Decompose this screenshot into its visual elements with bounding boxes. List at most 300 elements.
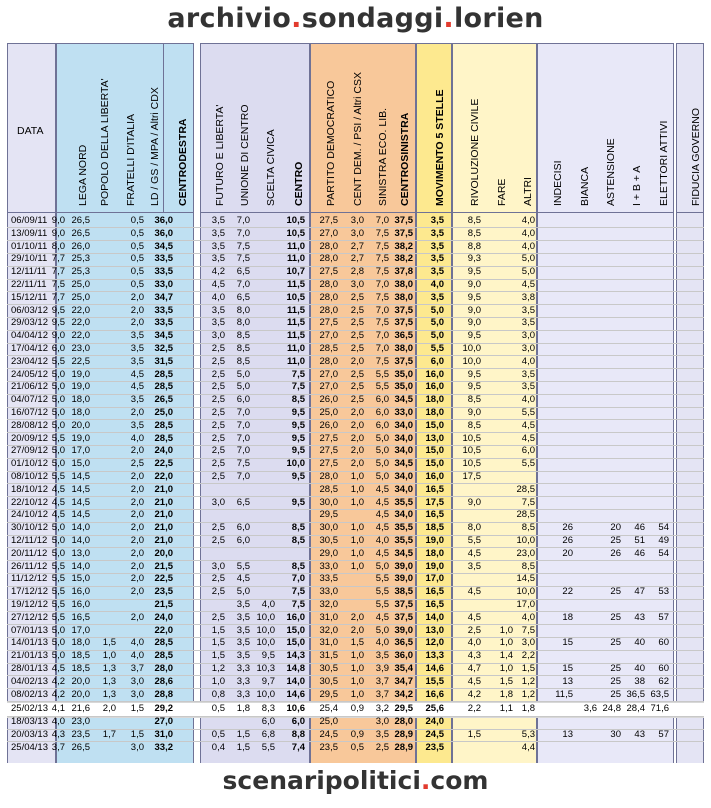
row-value: 33,5 bbox=[154, 253, 173, 265]
row-value: 33,5 bbox=[154, 304, 173, 316]
row-value: 3,5 bbox=[521, 381, 535, 393]
row-value: 4,5 bbox=[521, 419, 535, 431]
row-value: 1,5 bbox=[102, 637, 116, 649]
row-value: 10,5 bbox=[286, 227, 305, 239]
row-value: 3,5 bbox=[467, 560, 481, 572]
row-value: 1,0 bbox=[499, 663, 513, 674]
row-value: 9,0 bbox=[467, 407, 481, 418]
row-value: 25 bbox=[610, 586, 621, 598]
row-value: 3,0 bbox=[211, 560, 225, 572]
row-value: 4,5 bbox=[521, 279, 535, 290]
row-value: 4,0 bbox=[521, 611, 535, 623]
row-value: 8,5 bbox=[291, 535, 305, 546]
row-value: 28,5 bbox=[154, 381, 173, 393]
row-value: 3,0 bbox=[211, 330, 225, 342]
row-date: 22/11/11 bbox=[11, 279, 47, 290]
table-row bbox=[7, 716, 704, 728]
row-value: 3,6 bbox=[583, 703, 597, 715]
row-value: 34,0 bbox=[394, 471, 413, 482]
row-value: 3,5 bbox=[211, 304, 225, 316]
row-value: 5,5 bbox=[521, 407, 535, 418]
row-value: 2,2 bbox=[467, 703, 481, 715]
row-value: 2,5 bbox=[211, 355, 225, 367]
row-value: 2,0 bbox=[350, 624, 364, 636]
row-value: 2,0 bbox=[350, 432, 364, 444]
row-value: 6,0 bbox=[430, 355, 444, 367]
row-value: 16,6 bbox=[425, 688, 444, 700]
table-row bbox=[7, 292, 704, 304]
row-value: 4,1 bbox=[51, 703, 65, 715]
row-value: 1,3 bbox=[102, 688, 116, 700]
row-value: 3,5 bbox=[430, 227, 444, 239]
header-astensione: ASTENSIONE bbox=[605, 138, 617, 206]
row-value: 3,0 bbox=[130, 688, 144, 700]
row-value: 0,5 bbox=[211, 729, 225, 740]
table-row bbox=[7, 305, 704, 317]
row-value: 3,5 bbox=[236, 599, 250, 610]
row-value: 28,0 bbox=[319, 291, 338, 303]
row-value: 4,2 bbox=[467, 688, 481, 700]
row-value: 11,5 bbox=[555, 688, 573, 700]
row-value: 4,0 bbox=[521, 394, 535, 406]
row-value: 28,5 bbox=[516, 509, 535, 521]
row-date: 04/07/12 bbox=[11, 394, 48, 406]
row-value: 11,0 bbox=[287, 343, 305, 354]
row-value: 9,5 bbox=[291, 407, 305, 418]
row-value: 49 bbox=[658, 535, 669, 546]
row-value: 3,7 bbox=[51, 741, 65, 753]
row-value: 26 bbox=[562, 522, 573, 534]
row-value: 25,0 bbox=[71, 279, 90, 290]
row-value: 3,5 bbox=[521, 317, 535, 329]
row-value: 2,5 bbox=[211, 458, 225, 470]
row-value: 39,0 bbox=[394, 560, 413, 572]
row-value: 26,5 bbox=[71, 215, 90, 226]
row-value: 4,7 bbox=[467, 663, 481, 674]
row-value: 3,5 bbox=[130, 343, 144, 354]
row-value: 54 bbox=[658, 522, 669, 534]
row-value: 6,0 bbox=[375, 407, 389, 418]
row-value: 1,0 bbox=[350, 535, 364, 546]
row-value: 51 bbox=[634, 535, 645, 546]
row-value: 8,5 bbox=[236, 355, 250, 367]
row-date: 06/03/12 bbox=[11, 304, 48, 316]
row-value: 2,5 bbox=[211, 407, 225, 418]
row-value: 38 bbox=[634, 675, 645, 687]
row-value: 0,5 bbox=[130, 279, 144, 290]
row-value: 7,5 bbox=[375, 240, 389, 252]
row-value: 19,0 bbox=[425, 560, 444, 572]
row-value: 5,5 bbox=[51, 586, 65, 598]
row-value: 14,6 bbox=[425, 663, 444, 674]
row-value: 18 bbox=[562, 611, 573, 623]
header-elettori: ELETTORI ATTIVI bbox=[658, 120, 670, 206]
row-value: 7,5 bbox=[375, 227, 389, 239]
row-value: 31,0 bbox=[154, 729, 173, 740]
row-value: 7,0 bbox=[236, 445, 250, 457]
row-value: 47 bbox=[634, 586, 645, 598]
row-value: 37,5 bbox=[394, 215, 413, 226]
row-value: 2,0 bbox=[350, 458, 364, 470]
table-row bbox=[7, 535, 704, 547]
row-value: 4,0 bbox=[521, 227, 535, 239]
table-row bbox=[7, 522, 704, 534]
row-value: 43 bbox=[634, 729, 645, 740]
row-value: 4,3 bbox=[467, 650, 481, 662]
row-value: 3,3 bbox=[236, 675, 250, 687]
row-value: 7,7 bbox=[51, 291, 65, 303]
row-date: 23/04/12 bbox=[11, 355, 48, 367]
row-value: 4,2 bbox=[211, 266, 225, 278]
row-value: 6,0 bbox=[236, 535, 250, 546]
row-value: 4,0 bbox=[430, 279, 444, 290]
row-value: 25,0 bbox=[319, 407, 338, 418]
row-value: 43 bbox=[634, 611, 645, 623]
row-value: 9,5 bbox=[51, 304, 65, 316]
row-value: 1,0 bbox=[350, 650, 364, 662]
row-value: 14,3 bbox=[286, 650, 305, 662]
row-value: 27,0 bbox=[154, 716, 173, 728]
row-value: 1,0 bbox=[211, 675, 225, 687]
row-value: 2,5 bbox=[211, 611, 225, 623]
header-bianca: BIANCA bbox=[579, 166, 591, 206]
row-value: 5,0 bbox=[375, 458, 389, 470]
row-value: 1,5 bbox=[211, 637, 225, 649]
row-value: 25 bbox=[610, 688, 621, 700]
row-value: 3,9 bbox=[375, 663, 389, 674]
row-value: 1,5 bbox=[211, 624, 225, 636]
row-value: 2,0 bbox=[130, 522, 144, 534]
row-value: 2,5 bbox=[211, 445, 225, 457]
row-value: 5,5 bbox=[51, 471, 65, 482]
row-value: 22,0 bbox=[154, 471, 173, 482]
row-value: 30,5 bbox=[319, 675, 338, 687]
row-value: 1,4 bbox=[499, 650, 513, 662]
row-value: 1,0 bbox=[350, 688, 364, 700]
row-value: 7,5 bbox=[521, 496, 535, 508]
row-date: 18/10/12 bbox=[11, 483, 48, 495]
row-value: 8,8 bbox=[467, 240, 481, 252]
row-date: 11/12/12 bbox=[11, 573, 48, 585]
row-value: 9,5 bbox=[291, 445, 305, 457]
row-value: 4,5 bbox=[51, 496, 65, 508]
row-value: 8,8 bbox=[291, 729, 305, 740]
row-value: 9,5 bbox=[291, 432, 305, 444]
row-value: 37,5 bbox=[394, 304, 413, 316]
row-value: 37,5 bbox=[394, 317, 413, 329]
row-value: 28,5 bbox=[154, 432, 173, 444]
row-value: 6,0 bbox=[236, 522, 250, 534]
table-row bbox=[7, 381, 704, 393]
row-value: 35,0 bbox=[394, 368, 413, 380]
row-value: 7,5 bbox=[521, 624, 535, 636]
row-value: 2,0 bbox=[130, 509, 144, 521]
row-value: 2,7 bbox=[350, 253, 364, 265]
row-value: 7,5 bbox=[51, 279, 65, 290]
row-value: 8,5 bbox=[236, 343, 250, 354]
row-value: 17,0 bbox=[516, 599, 535, 610]
row-value: 26,5 bbox=[71, 227, 90, 239]
row-value: 4,0 bbox=[521, 355, 535, 367]
row-value: 2,0 bbox=[130, 560, 144, 572]
row-value: 3,0 bbox=[375, 716, 389, 728]
row-value: 1,7 bbox=[102, 729, 116, 740]
row-date: 17/04/12 bbox=[11, 343, 48, 354]
row-value: 4,2 bbox=[51, 688, 65, 700]
row-value: 5,0 bbox=[51, 547, 65, 559]
row-value: 16,0 bbox=[286, 611, 305, 623]
row-value: 4,2 bbox=[51, 675, 65, 687]
row-value: 8,5 bbox=[467, 215, 481, 226]
row-value: 3,5 bbox=[211, 253, 225, 265]
row-value: 27,5 bbox=[319, 445, 338, 457]
row-value: 33,0 bbox=[394, 407, 413, 418]
row-value: 5,0 bbox=[51, 394, 65, 406]
row-value: 11,0 bbox=[287, 355, 305, 367]
header-fli: FUTURO E LIBERTA' bbox=[214, 104, 226, 206]
row-value: 4,0 bbox=[521, 240, 535, 252]
row-value: 14,5 bbox=[71, 509, 90, 521]
row-value: 3,5 bbox=[430, 291, 444, 303]
row-value: 8,5 bbox=[521, 522, 535, 534]
header-sc: SCELTA CIVICA bbox=[265, 129, 277, 206]
row-value: 37,5 bbox=[394, 355, 413, 367]
row-value: 4,5 bbox=[51, 483, 65, 495]
row-value: 13 bbox=[562, 729, 573, 740]
row-value: 3,0 bbox=[130, 741, 144, 753]
row-value: 4,5 bbox=[375, 496, 389, 508]
row-value: 7,5 bbox=[291, 368, 305, 380]
row-date: 20/11/12 bbox=[11, 547, 48, 559]
row-value: 5,0 bbox=[51, 637, 65, 649]
row-value: 53 bbox=[658, 586, 669, 598]
row-value: 9,7 bbox=[261, 675, 275, 687]
table-row bbox=[7, 433, 704, 445]
row-value: 5,0 bbox=[51, 407, 65, 418]
title-word-scenaripolitici: scenaripolitici bbox=[222, 766, 421, 795]
row-value: 25,6 bbox=[425, 703, 444, 715]
row-value: 1,2 bbox=[521, 675, 535, 687]
row-value: 10,0 bbox=[462, 343, 481, 354]
row-value: 16,5 bbox=[425, 509, 444, 521]
row-value: 0,5 bbox=[211, 703, 225, 715]
row-value: 27,5 bbox=[319, 432, 338, 444]
row-value: 3,5 bbox=[130, 419, 144, 431]
row-date: 04/02/13 bbox=[11, 675, 48, 687]
table-row bbox=[7, 689, 704, 701]
row-value: 18,5 bbox=[71, 663, 90, 674]
row-value: 2,0 bbox=[350, 419, 364, 431]
header-ib: I + B + A bbox=[631, 165, 643, 206]
row-value: 5,5 bbox=[51, 355, 65, 367]
row-value: 33,5 bbox=[319, 573, 338, 585]
row-value: 29,5 bbox=[394, 703, 413, 715]
row-date: 24/10/12 bbox=[11, 509, 48, 521]
row-value: 28,5 bbox=[154, 650, 173, 662]
row-value: 3,8 bbox=[521, 291, 535, 303]
row-value: 4,0 bbox=[521, 215, 535, 226]
row-value: 1,5 bbox=[521, 663, 535, 674]
row-value: 17,0 bbox=[71, 624, 90, 636]
row-value: 3,5 bbox=[521, 368, 535, 380]
row-value: 28,5 bbox=[154, 419, 173, 431]
row-value: 22 bbox=[562, 586, 573, 598]
row-value: 8,5 bbox=[521, 560, 535, 572]
row-value: 7,0 bbox=[375, 279, 389, 290]
row-date: 20/09/12 bbox=[11, 432, 48, 444]
row-date: 17/12/12 bbox=[11, 586, 48, 598]
row-value: 3,5 bbox=[130, 394, 144, 406]
row-value: 37,8 bbox=[394, 266, 413, 278]
row-value: 3,0 bbox=[521, 330, 535, 342]
table-row bbox=[7, 253, 704, 265]
row-value: 1,0 bbox=[499, 637, 513, 649]
row-value: 2,0 bbox=[130, 535, 144, 546]
row-value: 2,0 bbox=[130, 407, 144, 418]
row-value: 3,5 bbox=[521, 304, 535, 316]
table-row bbox=[7, 394, 704, 406]
row-value: 14,5 bbox=[71, 496, 90, 508]
row-value: 6,0 bbox=[521, 445, 535, 457]
header-fiducia: FIDUCIA GOVERNO bbox=[690, 107, 702, 206]
row-value: 6,0 bbox=[375, 394, 389, 406]
row-value: 2,0 bbox=[130, 573, 144, 585]
row-value: 10,0 bbox=[516, 586, 535, 598]
row-value: 30 bbox=[610, 729, 621, 740]
row-value: 2,5 bbox=[350, 317, 364, 329]
row-value: 11,5 bbox=[287, 330, 305, 342]
row-date: 08/10/12 bbox=[11, 471, 48, 482]
row-value: 33,0 bbox=[319, 560, 338, 572]
header-fdi: FRATELLI D'ITALIA bbox=[125, 113, 137, 206]
row-value: 34,5 bbox=[394, 458, 413, 470]
row-value: 8,5 bbox=[467, 394, 481, 406]
row-value: 2,5 bbox=[350, 304, 364, 316]
row-value: 33,0 bbox=[154, 279, 173, 290]
row-value: 5,0 bbox=[51, 522, 65, 534]
row-value: 3,0 bbox=[350, 279, 364, 290]
row-value: 35,4 bbox=[394, 663, 413, 674]
row-value: 8,5 bbox=[291, 394, 305, 406]
row-value: 1,5 bbox=[499, 675, 513, 687]
row-value: 13,0 bbox=[425, 432, 444, 444]
row-value: 9,0 bbox=[467, 304, 481, 316]
header-centrosinistra: CENTROSINISTRA bbox=[399, 112, 411, 206]
row-value: 2,5 bbox=[211, 535, 225, 546]
header-cd: CENT DEM. / PSI / Altri CSX bbox=[352, 72, 364, 206]
row-value: 7,0 bbox=[291, 573, 305, 585]
row-value: 16,5 bbox=[425, 586, 444, 598]
row-value: 3,0 bbox=[521, 637, 535, 649]
row-value: 60 bbox=[658, 663, 669, 674]
header-fare: FARE bbox=[496, 178, 508, 206]
row-value: 30,0 bbox=[319, 522, 338, 534]
row-value: 1,5 bbox=[350, 637, 364, 649]
row-date: 25/04/13 bbox=[11, 741, 48, 753]
table-row bbox=[7, 509, 704, 521]
row-value: 9,5 bbox=[467, 381, 481, 393]
row-value: 7,5 bbox=[375, 317, 389, 329]
row-value: 4,5 bbox=[375, 483, 389, 495]
row-value: 5,0 bbox=[430, 330, 444, 342]
row-value: 2,0 bbox=[130, 547, 144, 559]
row-value: 3,7 bbox=[375, 688, 389, 700]
row-value: 28,9 bbox=[394, 741, 413, 753]
row-value: 5,5 bbox=[51, 432, 65, 444]
row-value: 37,5 bbox=[394, 611, 413, 623]
row-value: 3,5 bbox=[236, 650, 250, 662]
row-value: 27,5 bbox=[319, 458, 338, 470]
row-value: 5,5 bbox=[51, 611, 65, 623]
row-value: 28,5 bbox=[319, 483, 338, 495]
row-value: 1,0 bbox=[350, 675, 364, 687]
row-value: 10,0 bbox=[516, 535, 535, 546]
row-value: 9,0 bbox=[467, 496, 481, 508]
table-row bbox=[7, 548, 704, 560]
row-value: 7,7 bbox=[51, 253, 65, 265]
row-value: 5,5 bbox=[467, 535, 481, 546]
row-value: 5,0 bbox=[430, 317, 444, 329]
row-value: 0,9 bbox=[350, 703, 364, 715]
table-row bbox=[7, 330, 704, 342]
table-row bbox=[7, 458, 704, 470]
table-row bbox=[7, 573, 704, 585]
row-value: 27,5 bbox=[319, 317, 338, 329]
row-value: 7,5 bbox=[291, 381, 305, 393]
row-value: 36,5 bbox=[394, 330, 413, 342]
row-value: 4,5 bbox=[375, 611, 389, 623]
row-value: 29,2 bbox=[154, 703, 173, 715]
row-value: 16,5 bbox=[71, 611, 90, 623]
row-value: 28,0 bbox=[319, 253, 338, 265]
title-dot-2: . bbox=[443, 3, 454, 34]
row-value: 29,0 bbox=[319, 547, 338, 559]
row-date: 06/09/11 bbox=[11, 215, 48, 226]
row-value: 26 bbox=[562, 535, 573, 546]
row-value: 22,5 bbox=[154, 573, 173, 585]
row-value: 5,0 bbox=[375, 432, 389, 444]
row-value: 7,7 bbox=[51, 266, 65, 278]
row-value: 20 bbox=[562, 547, 573, 559]
row-value: 3,5 bbox=[430, 240, 444, 252]
row-value: 2,2 bbox=[521, 650, 535, 662]
row-value: 5,0 bbox=[430, 304, 444, 316]
row-value: 28,0 bbox=[319, 471, 338, 482]
row-value: 27,0 bbox=[319, 227, 338, 239]
row-value: 24,0 bbox=[154, 445, 173, 457]
row-value: 2,5 bbox=[211, 586, 225, 598]
row-value: 25 bbox=[610, 663, 621, 674]
row-value: 2,8 bbox=[350, 266, 364, 278]
row-value: 2,0 bbox=[350, 445, 364, 457]
row-value: 2,0 bbox=[130, 317, 144, 329]
row-value: 24,5 bbox=[425, 729, 444, 740]
row-value: 22,5 bbox=[154, 458, 173, 470]
row-value: 1,8 bbox=[499, 688, 513, 700]
row-date: 04/04/12 bbox=[11, 330, 48, 342]
row-value: 1,0 bbox=[350, 560, 364, 572]
row-value: 6,0 bbox=[261, 716, 275, 728]
row-value: 2,5 bbox=[211, 471, 225, 482]
table-row bbox=[7, 317, 704, 329]
row-value: 1,3 bbox=[102, 675, 116, 687]
row-value: 7,0 bbox=[375, 330, 389, 342]
row-value: 9,5 bbox=[291, 496, 305, 508]
row-value: 7,0 bbox=[236, 227, 250, 239]
row-value: 7,0 bbox=[236, 471, 250, 482]
row-value: 7,0 bbox=[375, 304, 389, 316]
row-value: 21,0 bbox=[154, 483, 173, 495]
